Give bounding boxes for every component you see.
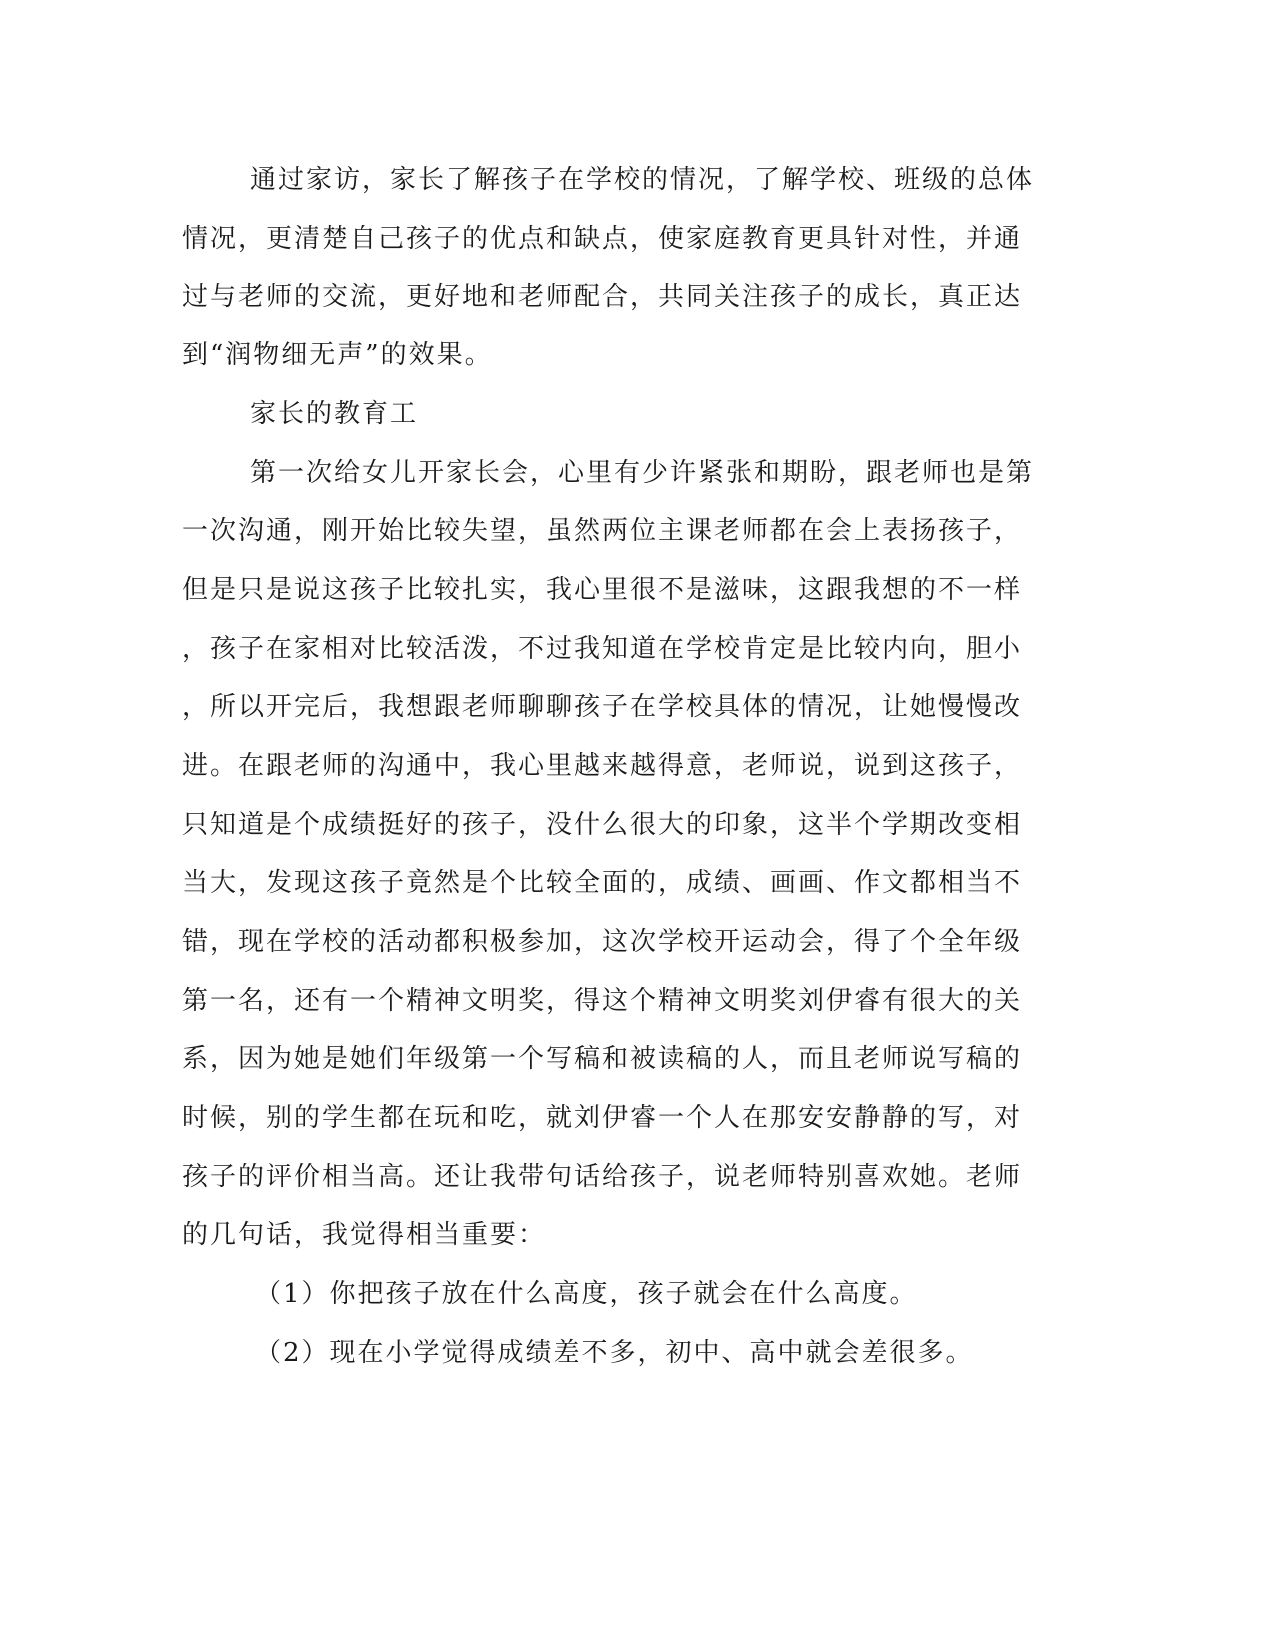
paragraph-line: 过与老师的交流，更好地和老师配合，共同关注孩子的成长，真正达 [182, 282, 1023, 312]
list-item: （2）现在小学觉得成绩差不多，初中、高中就会差很多。 [255, 1338, 974, 1368]
paragraph-line: 第一次给女儿开家长会，心里有少许紧张和期盼，跟老师也是第 [250, 458, 1035, 488]
paragraph-line: 通过家访，家长了解孩子在学校的情况，了解学校、班级的总体 [250, 165, 1035, 195]
paragraph-line: 只知道是个成绩挺好的孩子，没什么很大的印象，这半个学期改变相 [182, 810, 1023, 840]
paragraph-line: 但是只是说这孩子比较扎实，我心里很不是滋味，这跟我想的不一样 [182, 575, 1023, 605]
paragraph-line: 进。在跟老师的沟通中，我心里越来越得意，老师说，说到这孩子， [182, 751, 1023, 781]
section-heading: 家长的教育工 [250, 399, 419, 429]
paragraph-line: ，所以开完后，我想跟老师聊聊孩子在学校具体的情况，让她慢慢改 [182, 692, 1023, 722]
paragraph-line: 一次沟通，刚开始比较失望，虽然两位主课老师都在会上表扬孩子， [182, 516, 1023, 546]
paragraph-line: 到“润物细无声”的效果。 [182, 340, 493, 370]
paragraph-line: 孩子的评价相当高。还让我带句话给孩子，说老师特别喜欢她。老师 [182, 1162, 1023, 1192]
paragraph-line: 情况，更清楚自己孩子的优点和缺点，使家庭教育更具针对性，并通 [182, 224, 1023, 254]
paragraph-line: 错，现在学校的活动都积极参加，这次学校开运动会，得了个全年级 [182, 927, 1023, 957]
paragraph-line: ，孩子在家相对比较活泼，不过我知道在学校肯定是比较内向，胆小 [182, 634, 1023, 664]
paragraph-line: 系，因为她是她们年级第一个写稿和被读稿的人，而且老师说写稿的 [182, 1044, 1023, 1074]
paragraph-line: 当大，发现这孩子竟然是个比较全面的，成绩、画画、作文都相当不 [182, 868, 1023, 898]
paragraph-line: 第一名，还有一个精神文明奖，得这个精神文明奖刘伊睿有很大的关 [182, 986, 1023, 1016]
list-item: （1）你把孩子放在什么高度，孩子就会在什么高度。 [255, 1279, 918, 1309]
paragraph-line: 时候，别的学生都在玩和吃，就刘伊睿一个人在那安安静静的写，对 [182, 1103, 1023, 1133]
paragraph-line: 的几句话，我觉得相当重要： [182, 1220, 547, 1250]
